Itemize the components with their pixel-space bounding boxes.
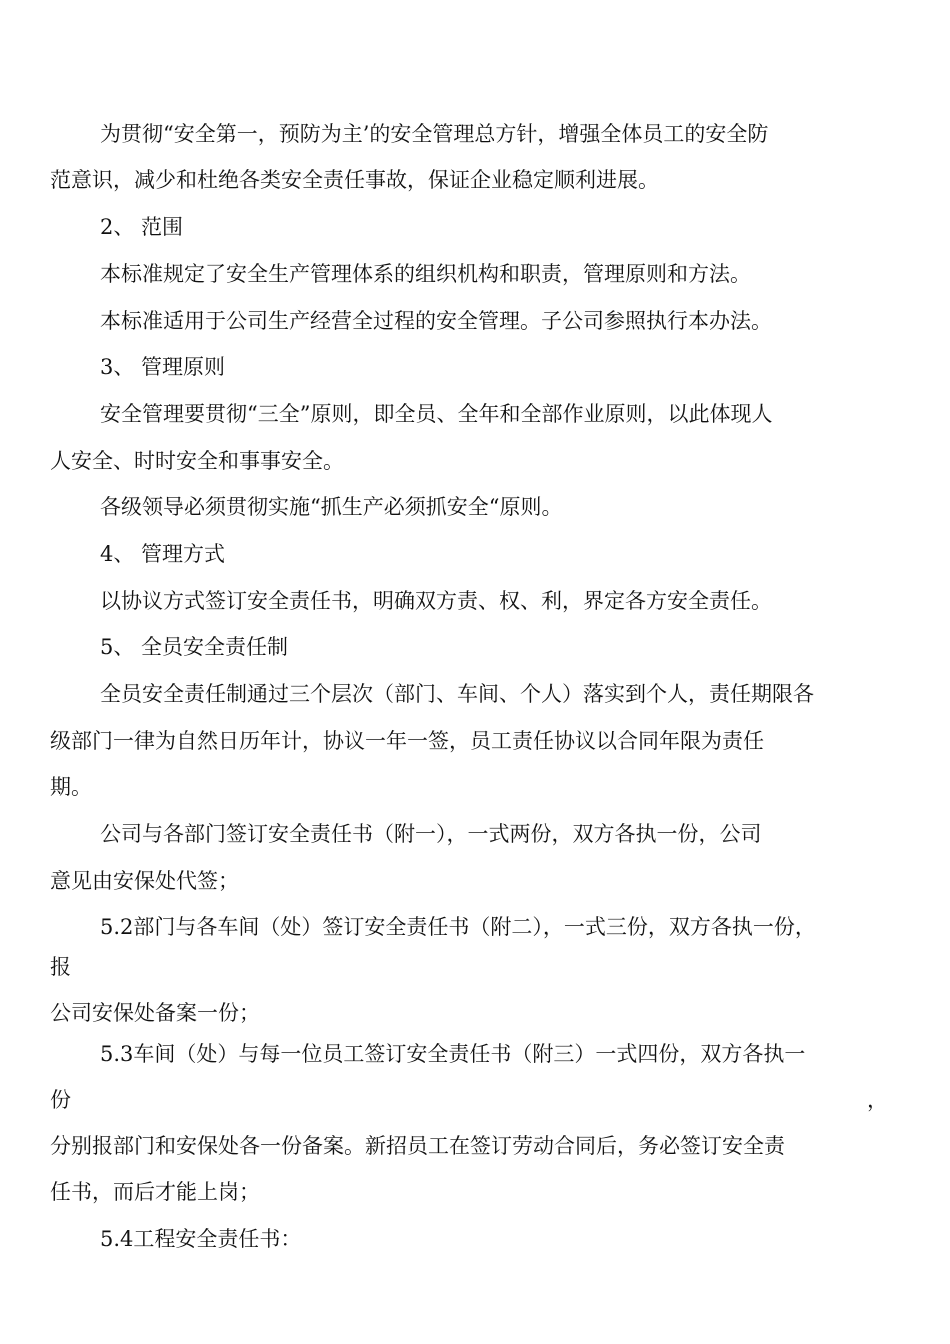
paragraph-line: 以协议方式签订安全责任书，明确双方责、权、利，界定各方安全责任。 [100,589,772,613]
paragraph-line: 为贯彻“安全第一，预防为主’的安全管理总方针，增强全体员工的安全防 [100,122,769,146]
paragraph-line: 5.4工程安全责任书： [100,1227,302,1251]
paragraph-line: 任书，而后才能上岗； [50,1180,260,1204]
paragraph-line: 5.3车间（处）与每一位员工签订安全责任书（附三）一式四份，双方各执一 [100,1042,806,1066]
section-heading-scope: 2、 范围 [100,215,184,239]
paragraph-line: 5.2部门与各车间（处）签订安全责任书（附二），一式三份，双方各执一份， [100,915,816,939]
paragraph-line: 报 [50,955,71,979]
paragraph-line: 本标准适用于公司生产经营全过程的安全管理。子公司参照执行本办法。 [100,309,772,333]
paragraph-line: 人安全、时时安全和事事安全。 [50,449,344,473]
section-heading-method: 4、 管理方式 [100,542,226,566]
text-fragment: 份 [50,1088,71,1112]
paragraph-line: 公司与各部门签订安全责任书（附一），一式两份，双方各执一份，公司 [100,822,762,846]
text-fragment: ， [867,1088,888,1112]
section-heading-principles: 3、 管理原则 [100,355,226,379]
paragraph-line: 全员安全责任制通过三个层次（部门、车间、个人）落实到个人，责任期限各 [100,682,814,706]
paragraph-line: 公司安保处备案一份； [50,1001,260,1025]
paragraph-line: 意见由安保处代签； [50,869,239,893]
paragraph-line: 本标准规定了安全生产管理体系的组织机构和职责，管理原则和方法。 [100,262,751,286]
paragraph-line: 级部门一律为自然日历年计，协议一年一签，员工责任协议以合同年限为责任 [50,729,764,753]
section-heading-responsibility: 5、 全员安全责任制 [100,635,289,659]
paragraph-line: 期。 [50,775,92,799]
paragraph-line: 范意识，减少和杜绝各类安全责任事故，保证企业稳定顺利进展。 [50,168,659,192]
paragraph-line: 分别报部门和安保处各一份备案。新招员工在签订劳动合同后，务必签订安全责 [50,1134,785,1158]
paragraph-line: 各级领导必须贯彻实施“抓生产必须抓安全“原则。 [100,495,563,519]
paragraph-line-justified [50,1086,888,1114]
paragraph-line: 安全管理要贯彻“三全”原则，即全员、全年和全部作业原则，以此体现人 [100,402,773,426]
